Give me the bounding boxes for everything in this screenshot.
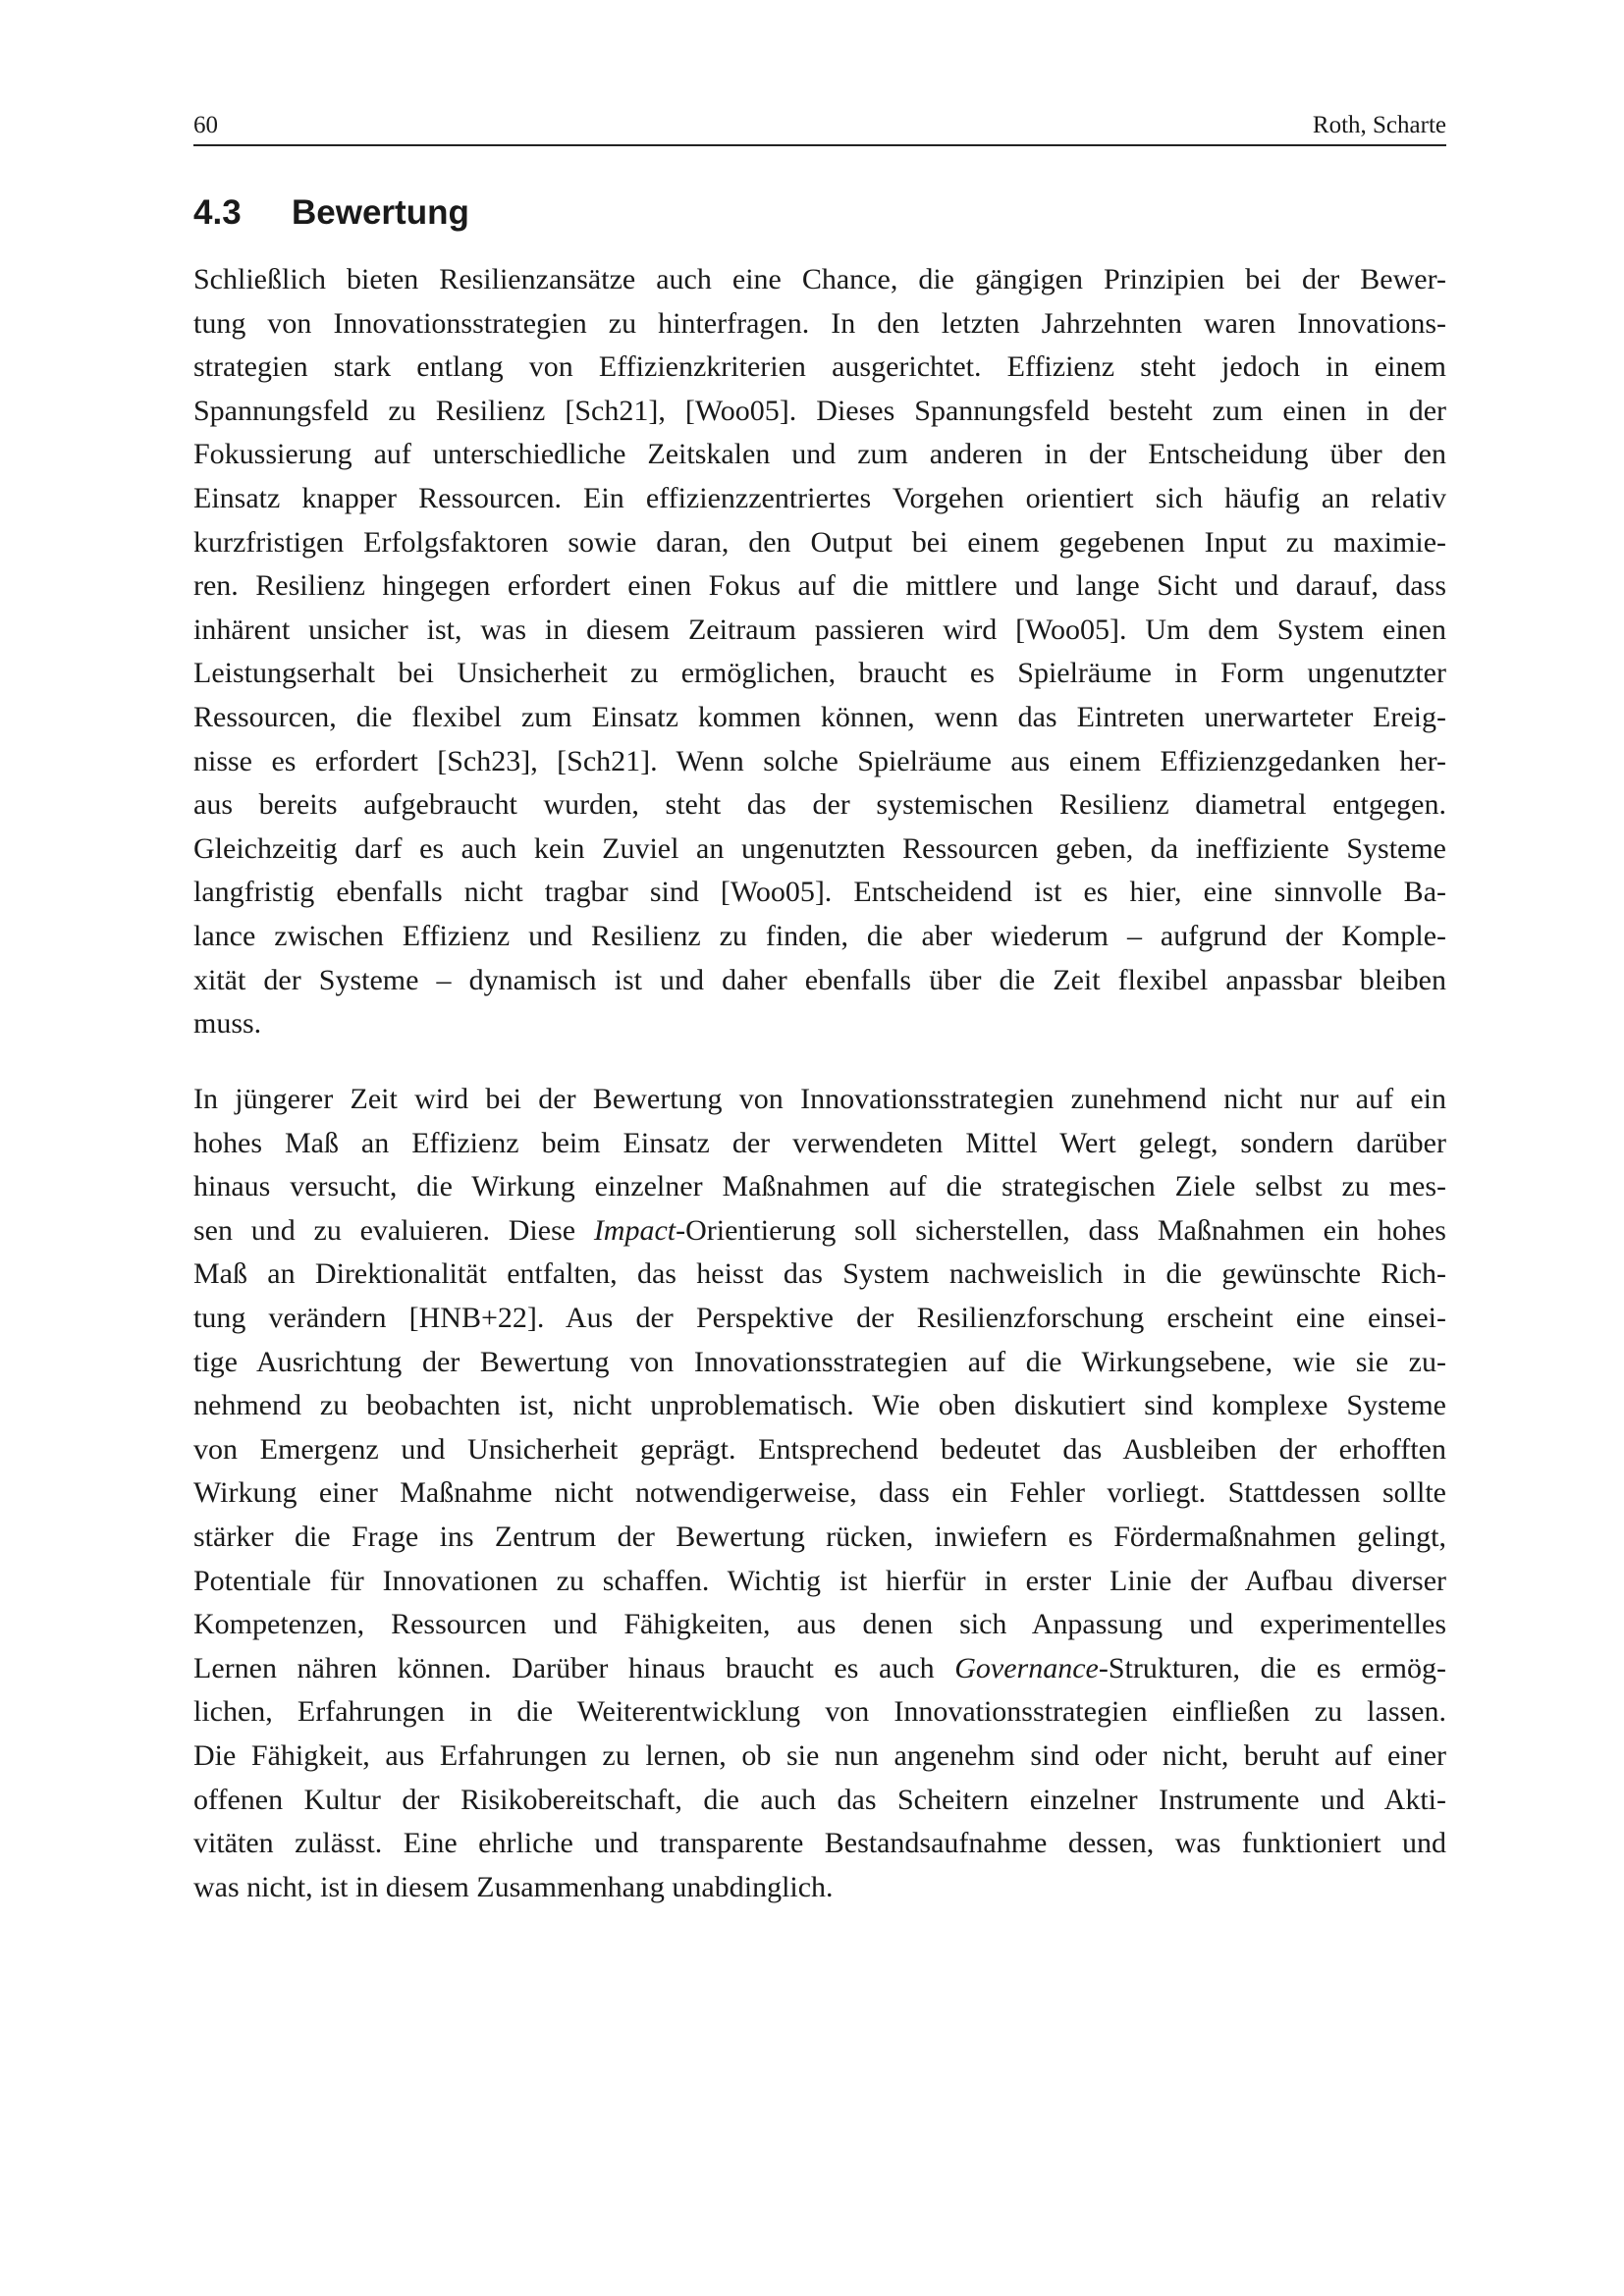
text-segment: Lernen nähren können. Darüber hinaus braucht es auch [193,1651,955,1684]
text-line: lichen, Erfahrungen in die Weiterentwicklung von Innovationsstrategien einfließen zu lassen. [193,1695,1446,1729]
text-segment: sen und zu evaluieren. Diese [193,1213,594,1247]
text-line: tige Ausrichtung der Bewertung von Innovationsstrategien auf die Wirkungsebene, wie sie zu- [193,1345,1446,1378]
text-line: nisse es erfordert [Sch23], [Sch21]. Wenn solche Spielräume aus einem Effizienzgedanken her- [193,744,1446,777]
text-line: Kompetenzen, Ressourcen und Fähigkeiten, aus denen sich Anpassung und experimentelles [193,1608,1446,1641]
page-number: 60 [193,112,218,138]
text-line: kurzfristigen Erfolgsfaktoren sowie daran, den Output bei einem gegebenen Input zu maximie- [193,525,1446,559]
text-line [193,1209,1446,1254]
text-line: hohes Maß an Effizienz beim Einsatz der verwendeten Mittel Wert gelegt, sondern darüber [193,1126,1446,1159]
text-line: nehmend zu beobachten ist, nicht unproblematisch. Wie oben diskutiert sind komplexe Systeme [193,1389,1446,1422]
text-line: lance zwischen Effizienz und Resilienz zu finden, die aber wiederum – aufgrund der Komple- [193,919,1446,952]
running-head-authors: Roth, Scharte [1312,112,1446,138]
text-line: was nicht, ist in diesem Zusammenhang unabdinglich. [193,1870,834,1903]
text-line: inhärent unsicher ist, was in diesem Zeitraum passieren wird [Woo05]. Um dem System einen [193,613,1446,646]
text-line: stärker die Frage ins Zentrum der Bewertung rücken, inwiefern es Fördermaßnahmen gelingt, [193,1520,1446,1553]
text-line: aus bereits aufgebraucht wurden, steht das der systemischen Resilienz diametral entgegen. [193,788,1446,822]
text-line: strategien stark entlang von Effizienzkriterien ausgerichtet. Effizienz steht jedoch in einem [193,350,1446,384]
text-line: offenen Kultur der Risikobereitschaft, die auch das Scheitern einzelner Instrumente und Akti- [193,1783,1446,1816]
text-line: Schließlich bieten Resilienzansätze auch eine Chance, die gängigen Prinzipien bei der Bewer- [193,263,1446,295]
section-heading [193,192,469,234]
text-segment: -Strukturen, die es ermög- [1098,1651,1447,1684]
text-line: Maß an Direktionalität entfalten, das heisst das System nachweislich in die gewünschte Rich- [193,1257,1446,1291]
text-line: Leistungserhalt bei Unsicherheit zu ermöglichen, braucht es Spielräume in Form ungenutzter [193,657,1446,690]
text-line: Potentiale für Innovationen zu schaffen. Wichtig ist hierfür in erster Linie der Aufbau diverser [193,1564,1446,1597]
paragraph-2 [193,1078,1446,1909]
paragraph-1 [193,258,1446,1046]
text-line: Einsatz knapper Ressourcen. Ein effizienzzentriertes Vorgehen orientiert sich häufig an relativ [193,481,1446,514]
text-line: vitäten zulässt. Eine ehrliche und transparente Bestandsaufnahme dessen, was funktioniert und [193,1827,1446,1860]
text-line: Wirkung einer Maßnahme nicht notwendigerweise, dass ein Fehler vorliegt. Stattdessen sollte [193,1476,1446,1510]
text-line: In jüngerer Zeit wird bei der Bewertung von Innovationsstrategien zunehmend nicht nur auf ein [193,1083,1446,1115]
text-line: tung von Innovationsstrategien zu hinterfragen. In den letzten Jahrzehnten waren Innovations- [193,306,1446,340]
text-line: Ressourcen, die flexibel zum Einsatz kommen können, wenn das Eintreten unerwarteter Ereig- [193,700,1446,733]
text-line [193,1647,1446,1691]
text-line: hinaus versucht, die Wirkung einzelner Maßnahmen auf die strategischen Ziele selbst zu mes- [193,1170,1446,1203]
section-number: 4.3 [193,193,242,232]
text-line: Gleichzeitig darf es auch kein Zuviel an ungenutzten Ressourcen geben, da ineffiziente Systeme [193,831,1446,865]
text-line: langfristig ebenfalls nicht tragbar sind [Woo05]. Entscheidend ist es hier, eine sinnvolle Ba- [193,876,1446,909]
text-line: muss. [193,1007,262,1041]
section-title: Bewertung [292,193,469,232]
text-line: Die Fähigkeit, aus Erfahrungen zu lernen, ob sie nun angenehm sind oder nicht, beruht auf einer [193,1738,1446,1772]
text-line: von Emergenz und Unsicherheit geprägt. Entsprechend bedeutet das Ausbleiben der erhofften [193,1432,1446,1466]
text-line: tung verändern [HNB+22]. Aus der Perspektive der Resilienzforschung erscheint eine einsei- [193,1301,1446,1334]
italic-term: Impact [593,1213,677,1247]
text-segment: -Orientierung soll sicherstellen, dass Maßnahmen ein hohes [676,1213,1446,1247]
text-line: ren. Resilienz hingegen erfordert einen Fokus auf die mittlere und lange Sicht und darauf, dass [193,569,1446,603]
text-line: xität der Systeme – dynamisch ist und daher ebenfalls über die Zeit flexibel anpassbar bleiben [193,963,1446,996]
italic-term: Governance [954,1651,1099,1684]
text-line: Spannungsfeld zu Resilienz [Sch21], [Woo05]. Dieses Spannungsfeld besteht zum einen in der [193,394,1446,427]
page-header [193,111,1446,146]
text-line: Fokussierung auf unterschiedliche Zeitskalen und zum anderen in der Entscheidung über den [193,438,1446,471]
